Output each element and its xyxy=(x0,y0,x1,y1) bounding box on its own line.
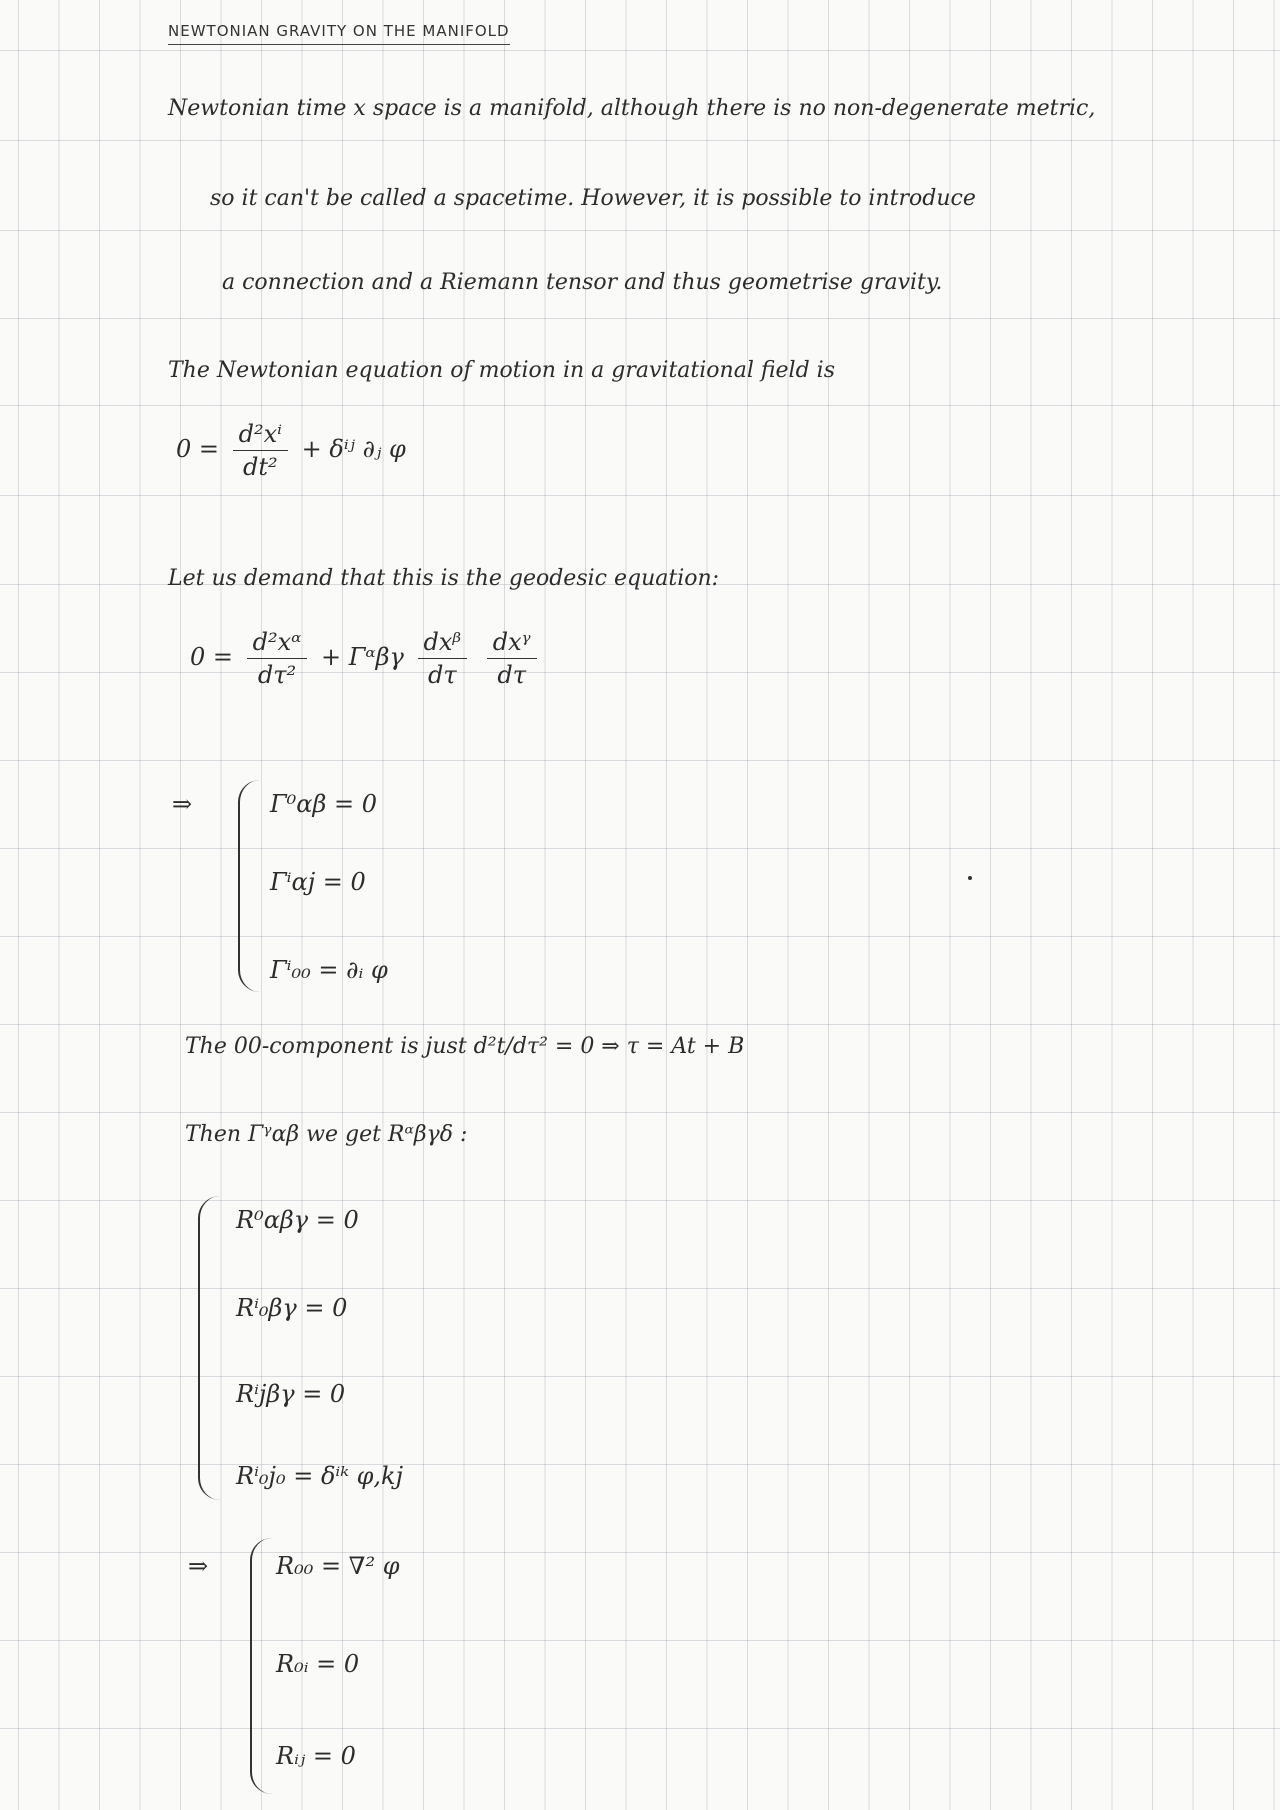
geodesic-den-3: dτ xyxy=(497,661,527,689)
grid-rule xyxy=(0,1112,1280,1113)
ricci-3: Rᵢⱼ = 0 xyxy=(276,1742,356,1770)
grid-rule xyxy=(0,1024,1280,1025)
geodesic-num-3: dxᵞ xyxy=(487,628,537,659)
component-line: The 00-component is just d²t/dτ² = 0 ⇒ τ = At + B xyxy=(185,1034,745,1059)
grid-rule xyxy=(0,495,1280,496)
newton-rest: + δⁱʲ ∂ⱼ φ xyxy=(301,435,406,463)
newton-fraction xyxy=(233,420,288,481)
grid-rule xyxy=(0,1728,1280,1729)
implies-arrow-2: ⇒ xyxy=(188,1552,209,1580)
grid-rule xyxy=(0,936,1280,937)
geodesic-lhs: 0 = xyxy=(190,643,234,671)
riemann-1: R⁰αβγ = 0 xyxy=(236,1206,359,1234)
geodesic-num-2: dxᵝ xyxy=(418,628,468,659)
geodesic-frac-1 xyxy=(247,628,308,689)
paragraph-line-3: a connection and a Riemann tensor and thus geometrise gravity. xyxy=(222,270,943,295)
christoffel-brace xyxy=(238,780,260,992)
geodesic-den-2: dτ xyxy=(428,661,457,689)
paragraph-line-1: Newtonian time x space is a manifold, although there is no non-degenerate metric, xyxy=(168,96,1096,121)
grid-rule xyxy=(0,140,1280,141)
geodesic-mid: + Γᵅβγ xyxy=(321,643,404,671)
riemann-brace xyxy=(198,1196,220,1500)
ricci-2: R₀ᵢ = 0 xyxy=(276,1650,360,1678)
grid-rule xyxy=(0,848,1280,849)
newton-equation xyxy=(176,420,406,481)
paragraph-line-4: The Newtonian equation of motion in a gravitational field is xyxy=(168,358,835,383)
grid-rule xyxy=(0,1464,1280,1465)
grid-rule xyxy=(0,1640,1280,1641)
geodesic-den-1: dτ² xyxy=(257,661,297,689)
ricci-brace xyxy=(250,1538,272,1794)
grid-rule xyxy=(0,230,1280,231)
riemann-2: Rⁱ₀βγ = 0 xyxy=(236,1294,348,1322)
riemann-3: Rⁱjβγ = 0 xyxy=(236,1380,346,1408)
geodesic-frac-3 xyxy=(487,628,537,689)
paragraph-line-2: so it can't be called a spacetime. However, it is possible to introduce xyxy=(210,186,976,211)
grid-rule xyxy=(0,1376,1280,1377)
geodesic-intro: Let us demand that this is the geodesic equation: xyxy=(168,566,720,591)
christoffel-2: Γⁱαj = 0 xyxy=(270,868,366,896)
newton-den: dt² xyxy=(243,453,278,481)
grid-rule xyxy=(0,1200,1280,1201)
riemann-intro: Then Γᵞαβ we get Rᵅβγδ : xyxy=(185,1122,468,1147)
grid-rule xyxy=(0,405,1280,406)
christoffel-3: Γⁱ₀₀ = ∂ᵢ φ xyxy=(270,956,388,984)
newton-lhs: 0 = xyxy=(176,435,220,463)
ricci-1: R₀₀ = ∇² φ xyxy=(276,1552,400,1580)
page-title: NEWTONIAN GRAVITY ON THE MANIFOLD xyxy=(168,22,510,45)
implies-arrow-1: ⇒ xyxy=(172,790,193,818)
pen-mark xyxy=(968,876,972,880)
newton-num: d²xⁱ xyxy=(233,420,288,451)
geodesic-equation xyxy=(190,628,543,689)
geodesic-frac-2 xyxy=(418,628,468,689)
grid-rule xyxy=(0,50,1280,51)
grid-rule xyxy=(0,760,1280,761)
riemann-4: Rⁱ₀j₀ = δⁱᵏ φ,kj xyxy=(236,1462,404,1490)
grid-rule xyxy=(0,1288,1280,1289)
christoffel-1: Γ⁰αβ = 0 xyxy=(270,790,377,818)
geodesic-num-1: d²xᵅ xyxy=(247,628,308,659)
grid-rule xyxy=(0,318,1280,319)
